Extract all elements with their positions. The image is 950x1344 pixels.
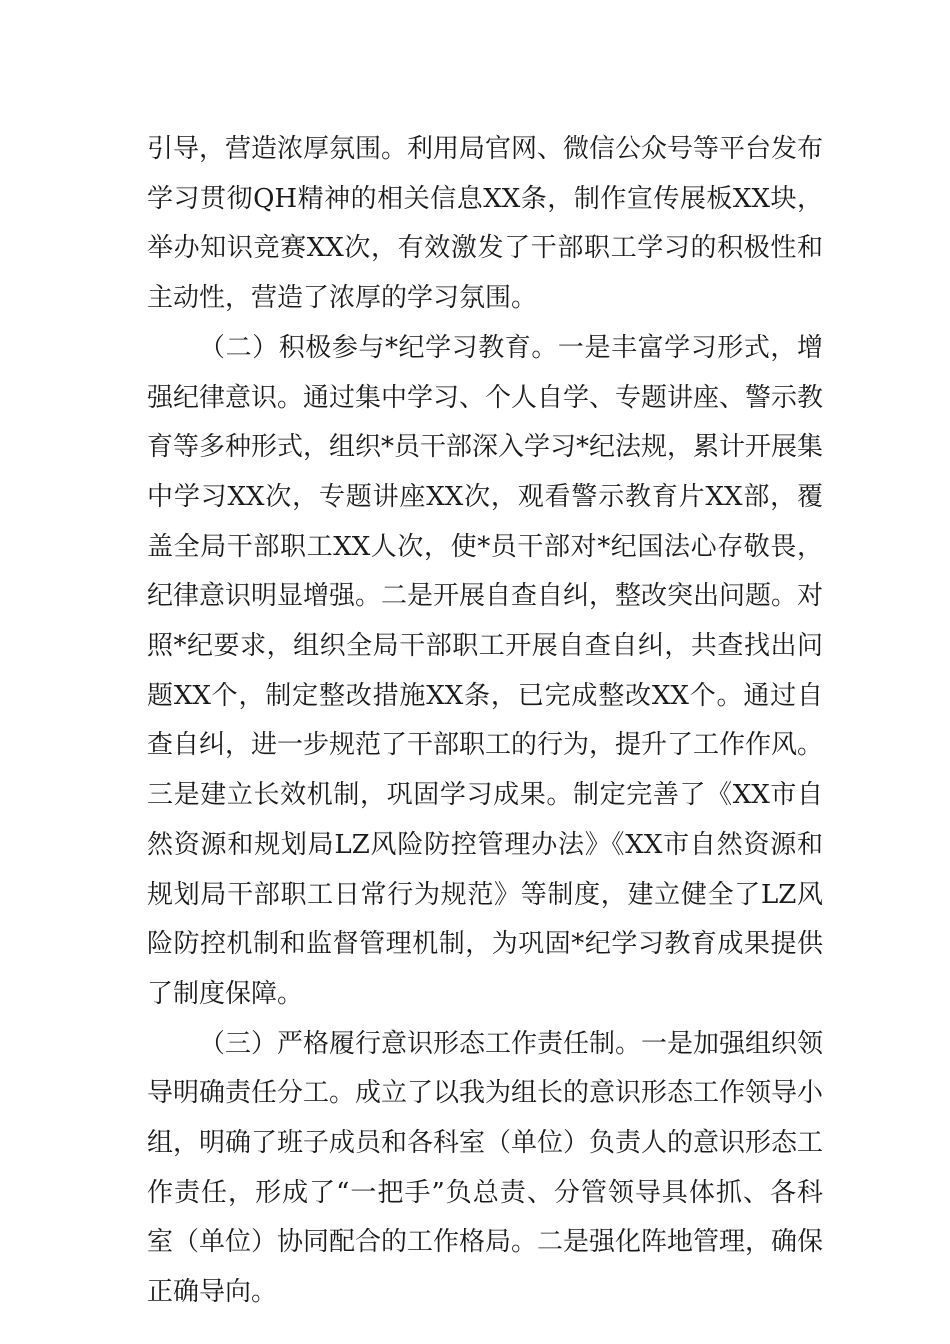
document-body [147, 125, 823, 1318]
paragraph-intro-continuation: 引导，营造浓厚氛围。利用局官网、微信公众号等平台发布学习贯彻QH精神的相关信息XX条，制作宣传展板XX块，举办知识竞赛XX次，有效激发了干部职工学习的积极性和主动性，营造了浓厚的学习氛围。 [147, 134, 824, 314]
paragraph-discipline-education: （二）积极参与*纪学习教育。一是丰富学习形式，增强纪律意识。通过集中学习、个人自学、专题讲座、警示教育等多种形式，组织*员干部深入学习*纪法规，累计开展集中学习XX次，专题讲座XX次，观看警示教育片XX部，覆盖全局干部职工XX人次，使*员干部对*纪国法心存敬畏，纪律意识明显增强。二是开展自查自纠，整改突出问题。对照*纪要求，组织全局干部职工开展自查自纠，共查找出问题XX个，制定整改措施XX条，已完成整改XX个。通过自查自纠，进一步规范了干部职工的行为，提升了工作作风。三是建立长效机制，巩固学习成果。制定完善了《XX市自然资源和规划局LZ风险防控管理办法》《XX市自然资源和规划局干部职工日常行为规范》等制度，建立健全了LZ风险防控机制和监督管理机制，为巩固*纪学习教育成果提供了制度保障。 [147, 332, 824, 1009]
paragraph-ideology-responsibility: （三）严格履行意识形态工作责任制。一是加强组织领导明确责任分工。成立了以我为组长的意识形态工作领导小组，明确了班子成员和各科室（单位）负责人的意识形态工作责任，形成了“一把手”负总责、分管领导具体抓、各科室（单位）协同配合的工作格局。二是强化阵地管理，确保正确导向。 [147, 1028, 824, 1308]
